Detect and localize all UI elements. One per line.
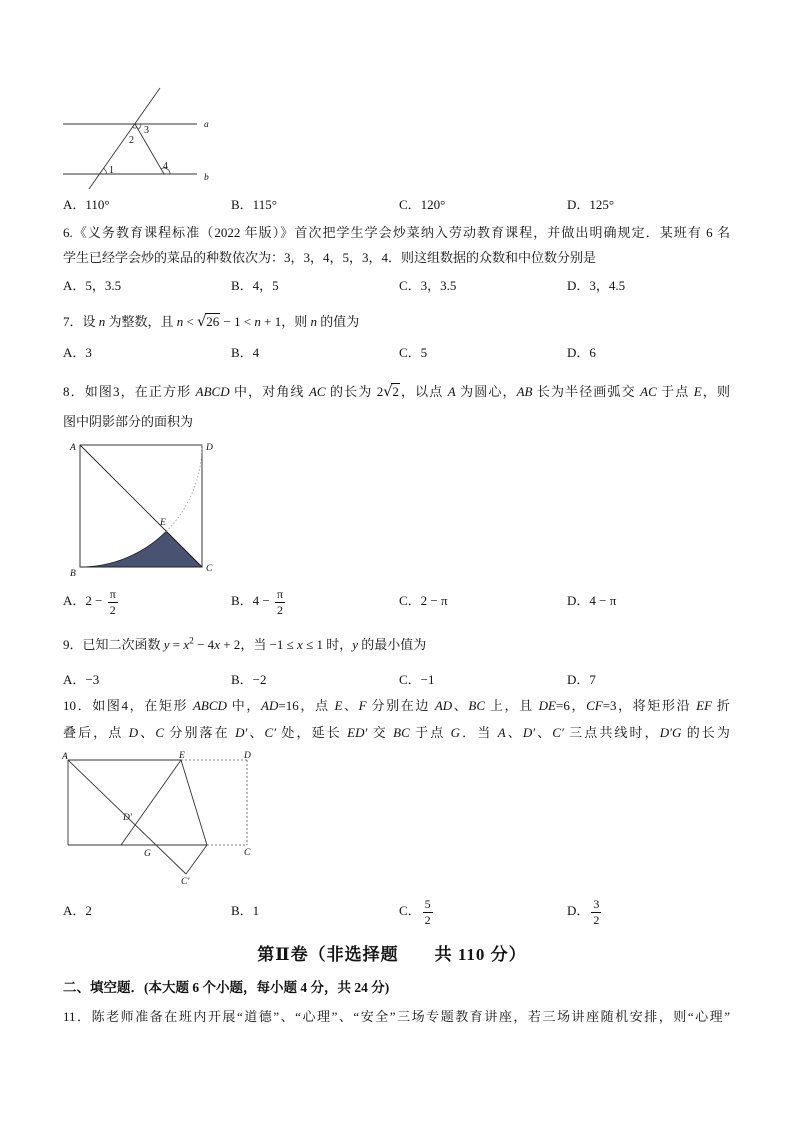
fraction: [275, 587, 285, 618]
text-run: C．120°: [399, 197, 446, 212]
q10-option-b[interactable]: [231, 893, 259, 929]
text-run: 的长为: [681, 725, 730, 740]
text-run: 于点: [656, 384, 694, 399]
text-run: ，当: [240, 637, 270, 652]
root-sign: √: [383, 384, 393, 400]
text-run: 的最小值为: [358, 637, 427, 652]
label-d: D: [206, 443, 213, 453]
text-run: 中，: [226, 698, 262, 713]
q7-stem: [63, 311, 359, 333]
math-expression: 4 − π: [589, 593, 617, 608]
text-run: 10．如图4，在矩形: [63, 698, 193, 713]
math-expression: ≤ 1: [302, 637, 323, 652]
label-c: C: [206, 564, 213, 574]
math-expression: + 2: [219, 637, 241, 652]
math-expression: −3: [85, 672, 100, 687]
math-variable: D′G: [659, 725, 682, 740]
text-run: C．: [399, 593, 421, 608]
q6-stem-line-1: 6.《义务教育课程标准（2022 年版）》首次把学生学会炒菜纳入劳动教育课程，并做出明确规定．某班有 6 名: [63, 225, 730, 240]
text-run: D．: [567, 903, 590, 918]
fraction: [108, 587, 118, 618]
math-variable: BC: [393, 725, 410, 740]
angle-2-label: 2: [129, 135, 134, 146]
q8-options: [0, 583, 794, 619]
math-expression: + 1: [260, 314, 282, 329]
fraction-denominator: 2: [424, 912, 431, 927]
fraction: [591, 897, 601, 928]
text-run: 时，: [322, 637, 353, 652]
math-variable: AD: [261, 698, 279, 713]
text-run: 、: [138, 725, 156, 740]
math-variable: AB: [516, 384, 533, 399]
text-run: ，将矩形沿: [616, 698, 697, 713]
label-e: E: [160, 518, 166, 528]
section-2-title: 第Ⅱ卷（非选择题 共 110 分）: [257, 945, 527, 964]
math-expression: 2 −: [85, 593, 106, 608]
label-b: b: [204, 173, 209, 183]
text-run: A．: [63, 672, 86, 687]
text-run: 9．已知二次函数: [63, 637, 164, 652]
text-run: 上，且: [485, 698, 539, 713]
root-sign: √: [197, 314, 207, 330]
text-run: 三点共线时，: [563, 725, 660, 740]
text-run: A．110°: [63, 197, 110, 212]
q9-option-d[interactable]: [567, 671, 596, 689]
text-run: 分别落在: [164, 725, 236, 740]
text-run: 为圆心，: [455, 384, 517, 399]
q7-options: [0, 344, 794, 362]
fraction-numerator: π: [109, 586, 116, 601]
label-g: G: [144, 849, 151, 859]
q5-option-d[interactable]: [567, 196, 614, 214]
math-expression: <: [183, 314, 198, 329]
text-run: B．: [231, 593, 253, 608]
math-expression: −1: [420, 672, 435, 687]
q10-option-a[interactable]: [63, 893, 92, 929]
math-expression: =3: [602, 698, 617, 713]
math-expression: − 4: [193, 637, 215, 652]
fraction-numerator: 3: [593, 896, 600, 911]
superscript: 2: [189, 636, 194, 647]
q9-option-c[interactable]: [399, 671, 435, 689]
angle-1-label: 1: [109, 165, 114, 176]
math-variable: DE: [538, 698, 556, 713]
q6-option-b[interactable]: [231, 277, 279, 295]
q6-option-c[interactable]: [399, 277, 456, 295]
math-expression: =16: [278, 698, 299, 713]
math-variable: E: [334, 698, 343, 713]
math-expression: 2 − π: [420, 593, 448, 608]
math-expression: =6: [555, 698, 570, 713]
math-expression: 7: [589, 672, 596, 687]
angle-3-label: 3: [144, 125, 149, 136]
text-run: 于点: [409, 725, 451, 740]
math-variable: y: [352, 637, 359, 652]
text-run: 分别在边: [366, 698, 435, 713]
q8-option-b[interactable]: [231, 583, 287, 619]
text-run: 、: [505, 725, 523, 740]
text-run: ，点: [298, 698, 335, 713]
text-run: A．5，3.5: [63, 278, 122, 293]
math-variable: F: [358, 698, 367, 713]
text-run: C．5: [399, 345, 428, 360]
arc-e-to-d: [166, 445, 202, 531]
q10-option-c[interactable]: [399, 893, 435, 929]
text-run: 长为半径画弧交: [532, 384, 641, 399]
q9-option-a[interactable]: [63, 671, 99, 689]
label-b: B: [70, 569, 76, 579]
radicand: 2: [392, 384, 399, 399]
math-expression: 4 −: [252, 593, 274, 608]
q10-figure: [58, 750, 258, 888]
text-run: 7．设: [63, 314, 99, 329]
math-variable: C′: [264, 725, 277, 740]
math-variable: n: [176, 314, 184, 329]
math-variable: D′: [522, 725, 536, 740]
q11-stem-line-1: 11．陈老师准备在班内开展“道德”、“心理”、“安全”三场专题教育讲座，若三场讲座随机安排，则“心理”: [63, 1009, 730, 1024]
math-variable: AC: [308, 384, 326, 399]
label-d: D: [244, 751, 251, 761]
math-expression: −1 ≤: [269, 637, 298, 652]
text-run: B．4，5: [231, 278, 279, 293]
text-run: 为整数，且: [105, 314, 177, 329]
q10-option-d[interactable]: [567, 893, 603, 929]
q8-stem-line-2: 图中阴影部分的面积为: [63, 414, 194, 429]
text-run: A．: [63, 903, 86, 918]
label-c: C: [244, 848, 251, 858]
fraction-numerator: 5: [424, 896, 431, 911]
text-run: 的长为: [325, 384, 377, 399]
text-run: 处，延长: [276, 725, 348, 740]
text-run: ，则: [701, 384, 730, 399]
second-line: [135, 124, 164, 174]
math-expression: =: [169, 637, 184, 652]
text-run: 中，对角线: [229, 384, 309, 399]
text-run: ，: [569, 698, 587, 713]
q10-stem-line-2: [63, 724, 730, 742]
angle-4-label: 4: [163, 161, 168, 172]
fraction-denominator: 2: [109, 602, 116, 617]
q10-stem-line-1: [63, 697, 730, 715]
text-run: 、: [342, 698, 359, 713]
math-variable: ABCD: [195, 384, 230, 399]
math-variable: C: [155, 725, 165, 740]
math-expression: 2: [376, 384, 384, 399]
text-run: B．4: [231, 345, 260, 360]
q8-figure: [62, 435, 220, 580]
q5-option-b[interactable]: [231, 196, 277, 214]
label-a: a: [204, 120, 209, 130]
q9-options: [0, 671, 794, 689]
math-variable: E: [693, 384, 702, 399]
math-variable: BC: [468, 698, 486, 713]
q5-option-a[interactable]: [63, 196, 110, 214]
q7-option-b[interactable]: [231, 344, 259, 362]
q5-figure: [55, 82, 220, 194]
q8-option-c[interactable]: [399, 583, 448, 619]
math-variable: n: [254, 314, 261, 329]
label-c-prime: C′: [181, 877, 190, 887]
math-expression: 2: [85, 903, 92, 918]
q10-options: [0, 893, 794, 929]
text-run: A．: [63, 593, 86, 608]
text-run: 、: [247, 725, 265, 740]
text-run: D．6: [567, 345, 596, 360]
q9-option-b[interactable]: [231, 671, 267, 689]
math-variable: x: [183, 637, 190, 652]
text-run: 折: [712, 698, 730, 713]
math-variable: D: [128, 725, 139, 740]
text-run: 的值为: [317, 314, 360, 329]
q5-option-c[interactable]: [399, 196, 445, 214]
math-variable: x: [297, 637, 303, 652]
line-e-g: [121, 760, 181, 845]
diagonal-ac: [80, 445, 202, 567]
radicand: 26: [206, 314, 220, 329]
math-variable: A: [497, 725, 506, 740]
math-variable: AD: [434, 698, 453, 713]
math-variable: EF: [696, 698, 713, 713]
text-run: ，则: [281, 314, 311, 329]
label-a: A: [62, 752, 68, 762]
math-variable: n: [98, 314, 106, 329]
text-run: C．3，3.5: [399, 278, 457, 293]
math-variable: G: [450, 725, 461, 740]
text-run: 交: [367, 725, 394, 740]
q9-stem: [63, 634, 426, 656]
q8-option-a[interactable]: [63, 583, 120, 619]
text-run: 叠后，点: [63, 725, 129, 740]
math-variable: C′: [552, 725, 564, 740]
text-run: 8．如图3，在正方形: [63, 384, 196, 399]
angle-2-arc: [133, 127, 137, 128]
math-variable: D′: [235, 725, 248, 740]
math-expression: 1: [252, 903, 260, 918]
fraction: [423, 897, 433, 928]
text-run: C．: [399, 672, 421, 687]
text-run: C．: [399, 903, 421, 918]
fill-in-section-title: 二、填空题．(本大题 6 个小题，每小题 4 分，共 24 分): [63, 980, 390, 995]
fraction-denominator: 2: [593, 912, 600, 927]
q8-option-d[interactable]: [567, 583, 616, 619]
text-run: B．115°: [231, 197, 277, 212]
math-variable: CF: [586, 698, 603, 713]
square-root: [197, 311, 220, 333]
fold-line-e-f: [181, 760, 207, 845]
math-expression: − 1 <: [220, 314, 255, 329]
text-run: 、: [535, 725, 553, 740]
q6-option-d[interactable]: [567, 277, 625, 295]
q6-options: [0, 277, 794, 295]
q5-options: [0, 196, 794, 214]
fraction-denominator: 2: [277, 602, 284, 617]
fraction-numerator: π: [277, 586, 284, 601]
label-e: E: [179, 751, 185, 761]
math-variable: ED′: [347, 725, 368, 740]
q8-stem-line-1: [63, 381, 730, 403]
text-run: B．: [231, 672, 253, 687]
text-run: ，以点: [399, 384, 448, 399]
text-run: A．3: [63, 345, 92, 360]
math-variable: ABCD: [192, 698, 227, 713]
text-run: D．3，4.5: [567, 278, 626, 293]
q6-option-a[interactable]: [63, 277, 121, 295]
q7-option-a[interactable]: [63, 344, 92, 362]
text-run: B．: [231, 903, 253, 918]
math-variable: AC: [640, 384, 657, 399]
math-variable: x: [214, 637, 220, 652]
text-run: D．125°: [567, 197, 615, 212]
math-variable: n: [310, 314, 318, 329]
angle-1-arc: [104, 168, 107, 174]
text-run: D．: [567, 672, 590, 687]
q7-option-c[interactable]: [399, 344, 427, 362]
math-variable: A: [447, 384, 456, 399]
angle-3-arc: [138, 124, 141, 129]
line-f-c-prime: [186, 845, 207, 874]
math-variable: y: [163, 637, 170, 652]
label-a: A: [70, 443, 76, 453]
square-root: [383, 381, 400, 403]
label-d-prime: D′: [123, 813, 132, 823]
text-run: 、: [452, 698, 469, 713]
text-run: ．当: [460, 725, 498, 740]
q6-stem-line-2: 学生已经学会炒的菜品的种数依次为：3，3，4，5，3，4．则这组数据的众数和中位数分别是: [63, 250, 597, 265]
math-expression: −2: [252, 672, 267, 687]
q7-option-d[interactable]: [567, 344, 596, 362]
text-run: D．: [567, 593, 590, 608]
